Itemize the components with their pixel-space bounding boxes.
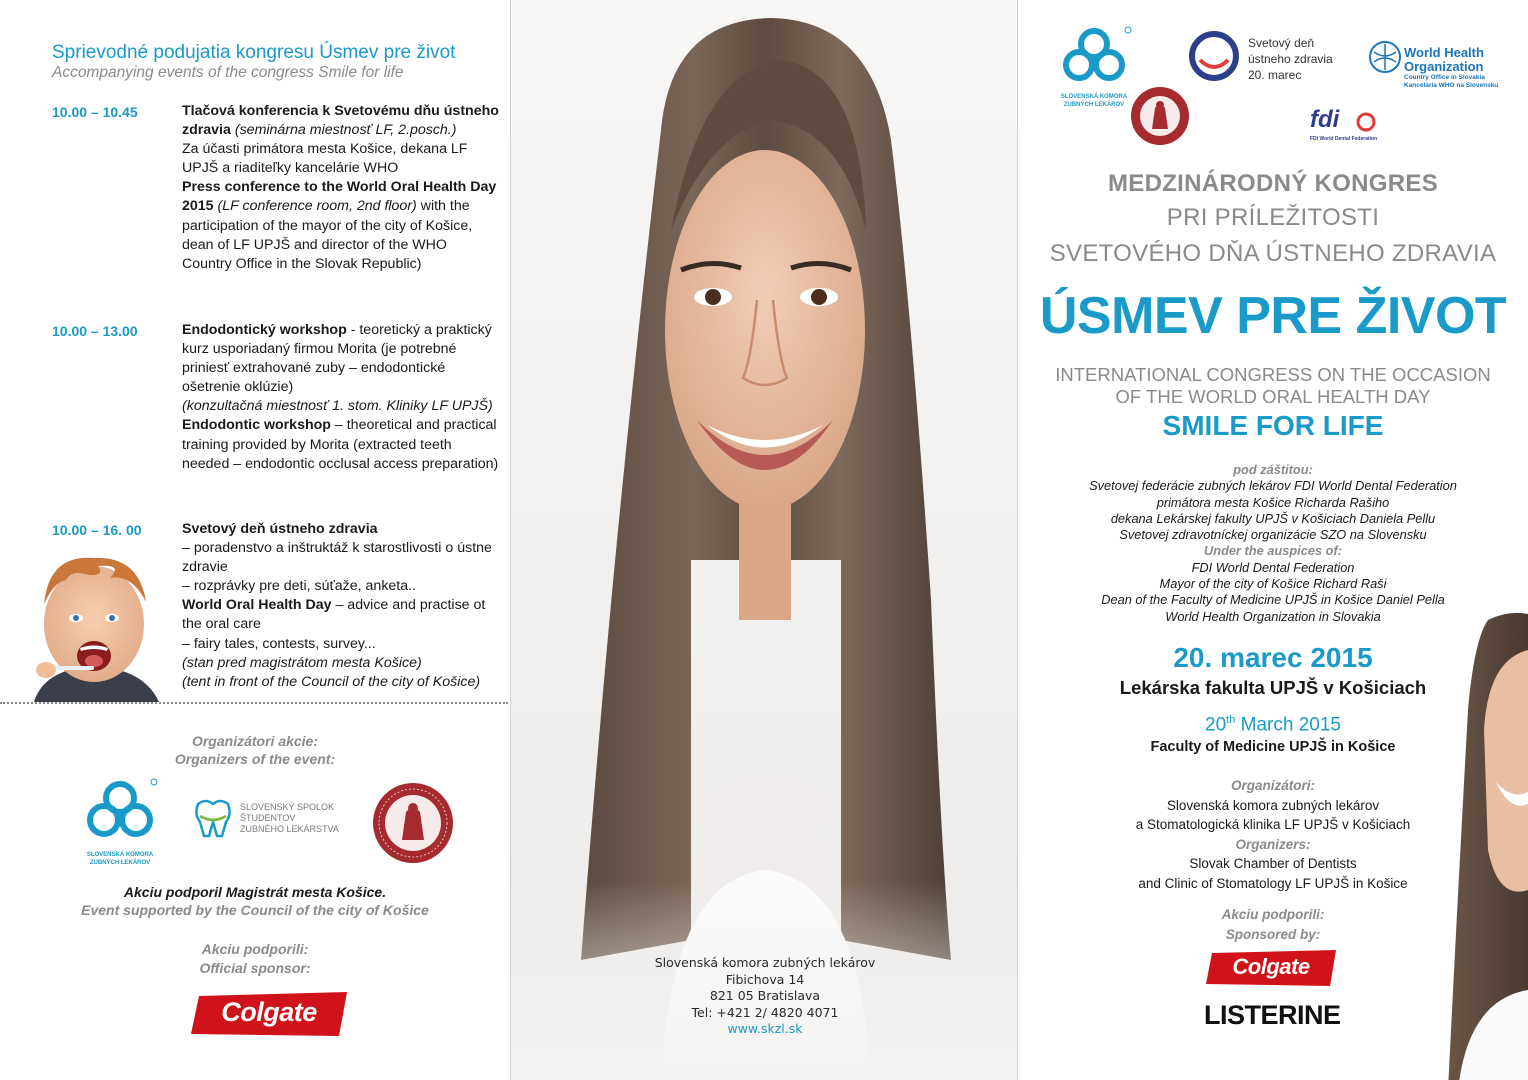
intl-title [1018, 364, 1528, 408]
skzl-left-text-1: SLOVENSKÁ KOMORA [86, 852, 154, 858]
auspices-en-heading: Under the auspices of: [1204, 543, 1342, 559]
events-subtitle: Accompanying events of the congress Smile for life [52, 64, 404, 81]
supported-en: Event supported by the Council of the city of Košice [81, 902, 429, 918]
event-2-sk-desc: - teoretický a praktický kurz usporiadaný firmou Morita (je potrebné priniesť extrahované zuby – endodontické ošetrenie oklúzie) [182, 322, 492, 396]
intl-line-1: INTERNATIONAL CONGRESS ON THE OCCASION [1055, 364, 1491, 385]
who-text-3: Country Office in Slovakia [1404, 74, 1485, 81]
event-2-en-desc: – theoretical and practical training provided by Morita (extracted teeth needed – endodontic occlusal access preparation) [182, 417, 499, 472]
middle-panel [510, 0, 1018, 1080]
listerine-logo: LISTERINE [1204, 1000, 1341, 1030]
org-en-1: Slovak Chamber of Dentists [1189, 856, 1357, 871]
event-time-1: 10.00 – 10.45 [52, 104, 138, 120]
kid-brushing-image [14, 544, 172, 702]
event-date-en-rest: March 2015 [1235, 714, 1341, 736]
org-sk-2: a Stomatologická klinika LF UPJŠ v Košiciach [1135, 817, 1411, 832]
event-1-sk-title: Tlačová konferencia k Svetovému dňu ústneho zdravia [182, 103, 499, 139]
dotted-divider [0, 702, 508, 704]
organizers-heading-sk: Organizátori akcie: [191, 733, 319, 749]
website-link[interactable]: www.skzl.sk [727, 1021, 803, 1036]
organizers-block [1018, 776, 1528, 893]
event-time-2: 10.00 – 13.00 [52, 323, 138, 339]
colgate-text-right: Colgate [1232, 954, 1310, 979]
event-1-sk-desc: Za účasti primátora mesta Košice, dekana LF UPJŠ a riaditeľky kancelárie WHO [182, 141, 468, 177]
organizers-heading-en: Organizers of the event: [174, 751, 336, 767]
address-line-3: 821 05 Bratislava [709, 988, 821, 1003]
org-en-2: and Clinic of Stomatology LF UPJŠ in Košice [1138, 875, 1408, 891]
heading-line-2: PRI PRÍLEŽITOSTI [1166, 204, 1380, 231]
event-3-en-title: World Oral Health Day [182, 597, 332, 614]
who-text-4: Kancelária WHO na Slovensku [1404, 82, 1499, 89]
auspices-sk-2: primátora mesta Košice Richarda Rašiho [1156, 494, 1390, 510]
colgate-text-left: Colgate [221, 997, 317, 1027]
event-3-en-place: (tent in front of the Council of the city of Košice) [182, 673, 481, 690]
address-line-4: Tel: +421 2/ 4820 4071 [691, 1004, 839, 1020]
event-date-en [1018, 714, 1528, 736]
skzl-left-text-2: ZUBNÝCH LEKÁROV [89, 860, 151, 866]
woman-portrait-image [511, 0, 1018, 1080]
org-sk-heading: Organizátori: [1230, 778, 1315, 793]
wohd-text-3: 20. marec [1248, 68, 1302, 82]
colgate-logo-right [1206, 950, 1336, 986]
event-date-en-sup: th [1226, 714, 1236, 726]
colgate-logo-left [191, 992, 347, 1036]
auspices-sk-3: dekana Lekárskej fakulty UPJŠ v Košiciach Daniela Pellu [1110, 510, 1436, 526]
events-title: Sprievodné podujatia kongresu Úsmev pre život [52, 42, 456, 63]
intl-line-2: OF THE WORLD ORAL HEALTH DAY [1115, 386, 1431, 407]
auspices-en-3: Dean of the Faculty of Medicine UPJŠ in Košice Daniel Pella [1101, 592, 1445, 608]
students-logo [192, 798, 352, 838]
skzl-right-text-1: SLOVENSKÁ KOMORA [1060, 94, 1128, 100]
fdi-sub-text: FDI World Dental Federation [1310, 136, 1378, 142]
event-date-en-day: 20 [1205, 714, 1227, 736]
event-3-sk-place: (stan pred magistrátom mesta Košice) [182, 654, 422, 671]
event-3-en-desc-1: – advice and practise ot the oral care [182, 597, 486, 633]
who-text-1: World Health [1404, 45, 1484, 60]
event-body-2 [182, 321, 500, 474]
skzl-right-text-2: ZUBNÝCH LEKÁROV [1063, 102, 1125, 108]
university-seal-right [1130, 86, 1190, 151]
auspices-en-4: World Health Organization in Slovakia [1165, 608, 1381, 624]
address-block [511, 955, 1018, 1038]
students-logo-text-2: ŠTUDENTOV [240, 813, 296, 823]
event-place-en: Faculty of Medicine UPJŠ in Košice [1150, 739, 1396, 755]
spons-en: Sponsored by: [1225, 927, 1321, 942]
who-text-2: Organization [1404, 59, 1484, 74]
event-2-sk-place: (konzultačná miestnosť 1. stom. Kliniky LF UPJŠ) [182, 398, 493, 415]
event-place: Lekárska fakulta UPJŠ v Košiciach [1119, 677, 1427, 698]
event-2-en-title: Endodontic workshop [182, 417, 331, 434]
event-3-en-desc-2: – fairy tales, contests, survey... [182, 635, 376, 652]
heading-line-1: MEDZINÁRODNÝ KONGRES [1107, 170, 1438, 197]
event-time-3: 10.00 – 16. 00 [52, 522, 142, 538]
event-3-sk-desc-2: – rozprávky pre deti, súťaže, anketa.. [182, 578, 417, 595]
event-1-sk-place: (seminárna miestnosť LF, 2.posch.) [234, 122, 457, 139]
address-line-2: Fibichova 14 [725, 971, 805, 987]
sponsor-heading-en: Official sponsor: [199, 960, 311, 976]
skzl-logo-left [80, 776, 160, 868]
sponsor-heading-sk: Akciu podporili: [201, 941, 309, 957]
wohd-text-1: Svetový deň [1248, 36, 1315, 50]
org-sk-1: Slovenská komora zubných lekárov [1166, 797, 1380, 813]
auspices-block [1018, 462, 1528, 625]
students-logo-text-3: ZUBNÉHO LEKÁRSTVA [240, 824, 339, 834]
university-seal-left [372, 782, 454, 869]
right-panel [1018, 0, 1528, 1080]
auspices-sk-1: Svetovej federácie zubných lekárov FDI World Dental Federation [1089, 478, 1457, 494]
event-1-en-title: Press conference to the World Oral Health Day 2015 [182, 179, 497, 215]
left-panel [0, 0, 510, 1080]
event-3-sk-title: Svetový deň ústneho zdravia [182, 521, 378, 537]
sponsors-heading [1018, 905, 1528, 945]
event-body-1 [182, 102, 500, 274]
who-logo [1368, 40, 1528, 100]
main-title: ÚSMEV PRE ŽIVOT [1039, 287, 1507, 345]
fdi-text: fdi [1310, 106, 1340, 133]
wohd-text-2: ústneho zdravia [1248, 52, 1333, 66]
fdi-logo [1310, 106, 1420, 146]
students-logo-text-1: SLOVENSKÝ SPOLOK [240, 802, 335, 812]
org-en-heading: Organizers: [1235, 836, 1311, 852]
skzl-logo-right [1048, 24, 1140, 108]
address-line-1: Slovenská komora zubných lekárov [654, 955, 876, 970]
auspices-en-1: FDI World Dental Federation [1191, 559, 1355, 575]
auspices-sk-heading: pod záštitou: [1233, 462, 1313, 477]
event-body-3 [182, 520, 500, 692]
heading-line-3: SVETOVÉHO DŇA ÚSTNEHO ZDRAVIA [1049, 240, 1497, 267]
event-2-sk-title: Endodontický workshop [182, 322, 347, 338]
wohd-logo [1188, 30, 1358, 100]
event-1-en-place: (LF conference room, 2nd floor) [217, 198, 417, 215]
event-1-en-desc: with the participation of the mayor of the city of Košice, dean of LF UPJŠ and director of the WHO Country Office in the Slovak Republic) [182, 198, 473, 272]
event-3-sk-desc-1: – poradenstvo a inštruktáž k starostlivosti o ústne zdravie [182, 540, 492, 576]
supported-sk: Akciu podporil Magistrát mesta Košice. [123, 884, 387, 900]
event-date: 20. marec 2015 [1173, 642, 1373, 673]
smile-for-life: SMILE FOR LIFE [1162, 410, 1384, 441]
auspices-sk-4: Svetovej zdravotníckej organizácie SZO na Slovensku [1119, 527, 1427, 543]
auspices-en-2: Mayor of the city of Košice Richard Raši [1159, 576, 1387, 592]
spons-sk: Akciu podporili: [1221, 907, 1325, 922]
